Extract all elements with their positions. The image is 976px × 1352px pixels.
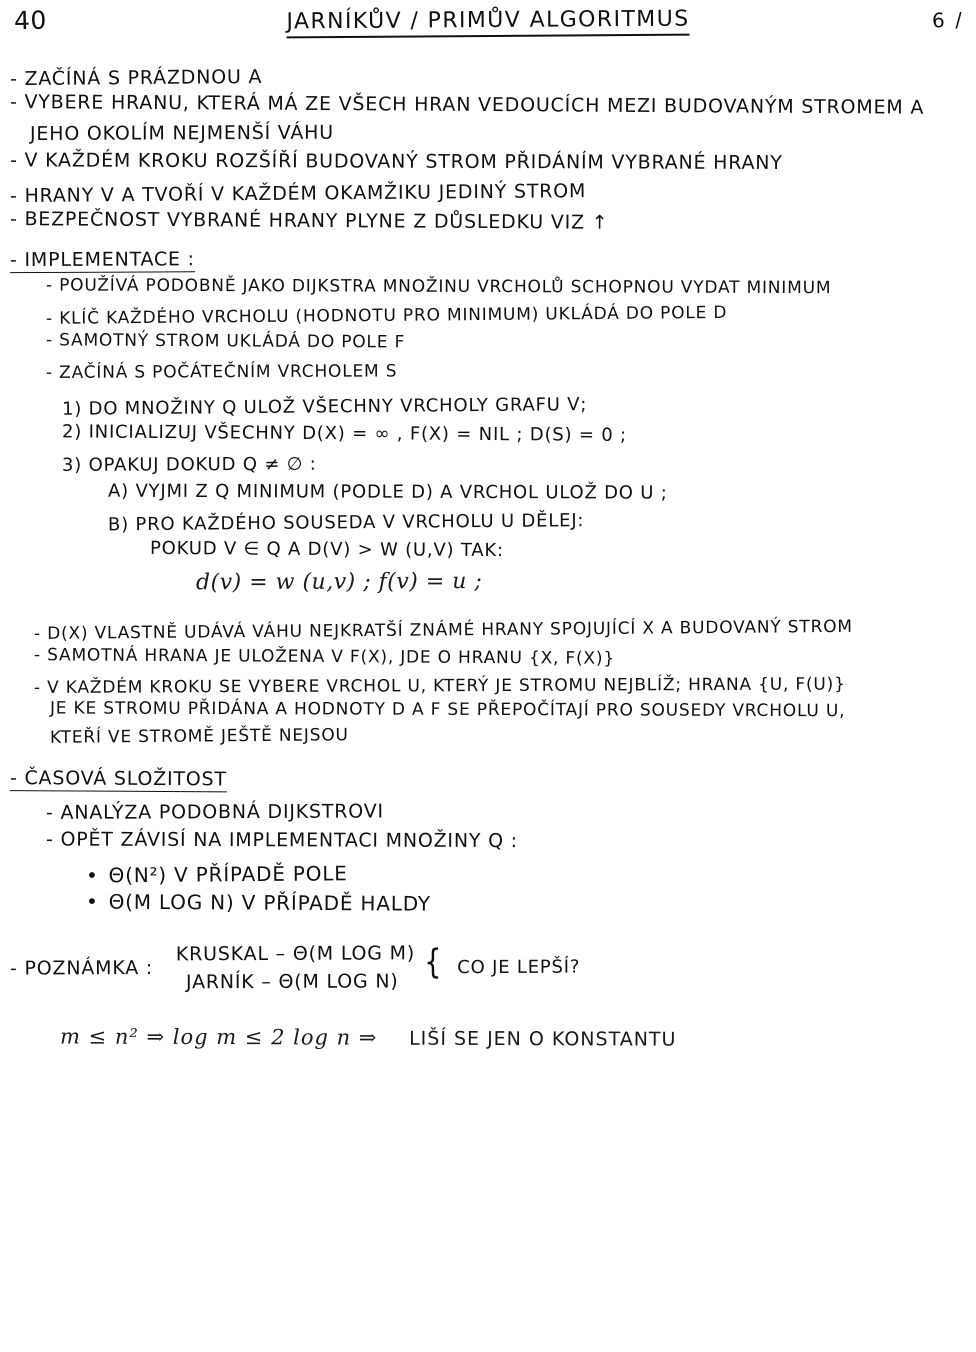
brace-icon: { xyxy=(424,941,443,982)
note-line: - ZAČÍNÁ S PRÁZDNOU A xyxy=(9,65,263,91)
note-line: - D(X) VLASTNĚ UDÁVÁ VÁHU NEJKRATŠÍ ZNÁMÉ HRANY SPOJUJÍCÍ X A BUDOVANÝ STROM xyxy=(33,616,853,644)
note-line: JEHO OKOLÍM NEJMENŠÍ VÁHU xyxy=(29,121,335,145)
page-body xyxy=(0,62,976,1050)
note-line: - BEZPEČNOST VYBRANÉ HRANY PLYNE Z DŮSLEDKU VIZ ↑ xyxy=(9,208,609,234)
complexity-bullet: • Θ(M LOG N) V PŘÍPADĚ HALDY xyxy=(0,889,976,919)
note-line: - V KAŽDÉM KROKU SE VYBERE VRCHOL U, KTERÝ JE STROMU NEJBLÍŽ; HRANA {U, F(U)} xyxy=(33,674,846,698)
algorithm-step: 1) DO MNOŽINY Q ULOŽ VŠECHNY VRCHOLY GRAFU V; xyxy=(61,394,588,420)
complexity-heading: - ČASOVÁ SLOŽITOST xyxy=(9,767,227,791)
note-line: JE KE STROMU PŘIDÁNA A HODNOTY D A F SE PŘEPOČÍTAJÍ PRO SOUSEDY VRCHOLU U, xyxy=(49,698,846,722)
note-line: KTEŘÍ VE STROMĚ JEŠTĚ NEJSOU xyxy=(49,725,349,748)
algorithm-condition: POKUD V ∈ Q A D(V) > W (U,V) TAK: xyxy=(149,537,504,562)
remark-note: CO JE LEPŠÍ? xyxy=(457,956,581,978)
note-line: - ZAČÍNÁ S POČÁTEČNÍM VRCHOLEM S xyxy=(45,361,398,383)
conclusion-text: LIŠÍ SE JEN O KONSTANTU xyxy=(409,1027,677,1051)
conclusion-math: m ≤ n² ⇒ log m ≤ 2 log n ⇒ xyxy=(59,1024,378,1050)
note-line: - SAMOTNÝ STROM UKLÁDÁ DO POLE F xyxy=(45,330,406,353)
note-line: - POUŽÍVÁ PODOBNĚ JAKO DIJKSTRA MNOŽINU VRCHOLŮ SCHOPNOU VYDAT MINIMUM xyxy=(45,275,832,299)
implementation-heading: - IMPLEMENTACE : xyxy=(9,248,195,272)
remark-row: JARNÍK – Θ(M LOG N) xyxy=(185,970,399,994)
note-line: - VYBERE HRANU, KTERÁ MÁ ZE VŠECH HRAN VEDOUCÍCH MEZI BUDOVANÝM STROMEM A xyxy=(9,91,925,119)
algorithm-assignment: d(v) = w (u,v) ; f(v) = u ; xyxy=(195,569,483,596)
algorithm-substep: A) VYJMI Z Q MINIMUM (PODLE D) A VRCHOL ULOŽ DO U ; xyxy=(107,480,668,504)
complexity-bullet: • Θ(N²) V PŘÍPADĚ POLE xyxy=(0,856,976,889)
remark-block xyxy=(0,942,976,992)
note-line: - OPĚT ZÁVISÍ NA IMPLEMENTACI MNOŽINY Q : xyxy=(45,828,518,853)
corner-mark: 6 / xyxy=(931,7,965,33)
algorithm-substep: B) PRO KAŽDÉHO SOUSEDA V VRCHOLU U DĚLEJ: xyxy=(107,510,585,536)
page-number: 40 xyxy=(13,5,48,36)
remark-row: KRUSKAL – Θ(M LOG M) xyxy=(175,942,416,966)
conclusion-line xyxy=(0,1024,976,1051)
note-line: - V KAŽDÉM KROKU ROZŠÍŘÍ BUDOVANÝ STROM PŘIDÁNÍM VYBRANÉ HRANY xyxy=(9,149,783,175)
algorithm-step: 3) OPAKUJ DOKUD Q ≠ ∅ : xyxy=(61,453,317,476)
note-line: - KLÍČ KAŽDÉHO VRCHOLU (HODNOTU PRO MINIMUM) UKLÁDÁ DO POLE D xyxy=(45,302,728,329)
algorithm-step: 2) INICIALIZUJ VŠECHNY D(X) = ∞ , F(X) = NIL ; D(S) = 0 ; xyxy=(61,421,627,446)
remark-label: - POZNÁMKA : xyxy=(9,956,154,980)
note-line: - SAMOTNÁ HRANA JE ULOŽENA V F(X), JDE O HRANU {X, F(X)} xyxy=(33,645,616,669)
note-line: - ANALÝZA PODOBNÁ DIJKSTROVI xyxy=(45,800,384,824)
note-line: - HRANY V A TVOŘÍ V KAŽDÉM OKAMŽIKU JEDINÝ STROM xyxy=(9,180,587,208)
page-title: JARNÍKŮV / PRIMŮV ALGORITMUS xyxy=(286,7,689,39)
